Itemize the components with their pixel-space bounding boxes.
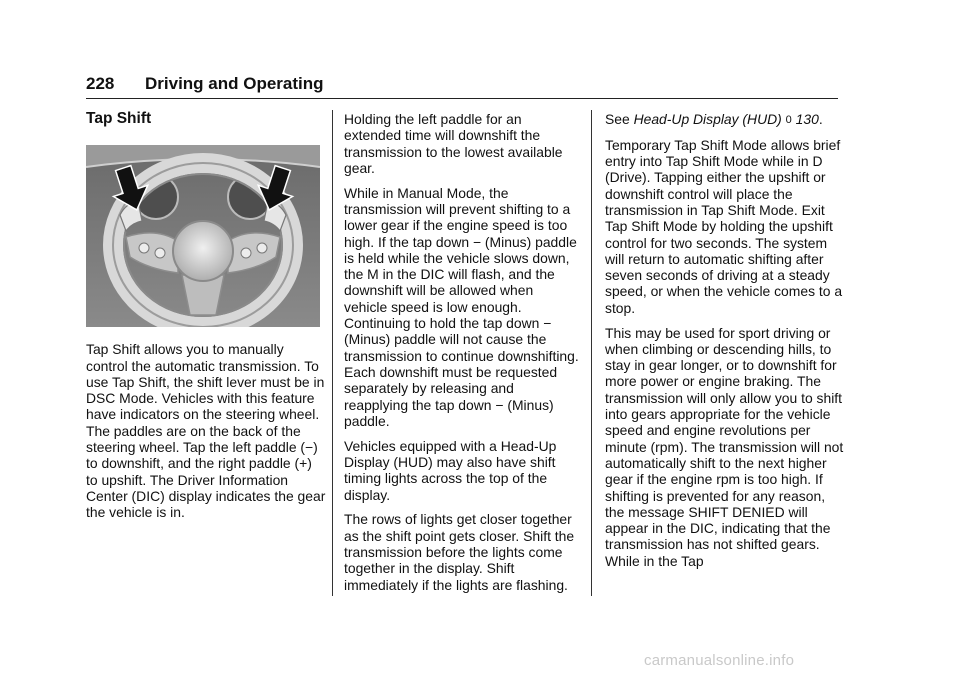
steering-wheel-paddles-icon [86, 145, 320, 327]
cross-reference-page: 130 [795, 111, 819, 127]
watermark: carmanualsonline.info [644, 652, 795, 669]
column-2 [344, 111, 579, 601]
column-divider [332, 110, 333, 596]
column-1 [86, 109, 326, 529]
page-header [86, 72, 838, 99]
body-paragraph: Tap Shift allows you to manually control the automatic transmission. To use Tap Shift, the shift lever must be in DSC Mode. Vehicles with this feature have indicators on the steering wheel. The paddles are on the back of the steering wheel. Tap the left paddle (−) to downshift, and the right paddle (+) to upshift. The Driver Information Center (DIC) display indicates the gear the vehicle is in. [86, 341, 326, 521]
page-ref-icon: 0 [785, 114, 792, 126]
body-paragraph: The rows of lights get closer together as the shift point gets closer. Shift the transmission before the lights come together in the display. Shift immediately if the lights are flashing. [344, 511, 575, 593]
cross-reference: See Head-Up Display (HUD) 0 130. [605, 111, 823, 127]
body-paragraph: This may be used for sport driving or when climbing or descending hills, to stay in gear longer, or to downshift for more power or engine braking. The transmission will only allow you to shift into gears appropriate for the vehicle speed and engine revolutions per minute (rpm). The transmission will not automatically shift to the next higher gear if the engine rpm is too high. If shifting is prevented for any reason, the message SHIFT DENIED will appear in the DIC, indicating that the transmission has not shifted gears. While in the Tap [605, 324, 844, 569]
column-divider [591, 110, 592, 596]
section-title: Tap Shift [86, 110, 152, 127]
body-paragraph: While in Manual Mode, the transmission will prevent shifting to a lower gear if the engine speed is too high. If the tap down − (Minus) paddle is held while the vehicle slows down, the M in the DIC will flash, and the downshift will be allowed when vehicle speed is low enough. Continuing to hold the tap down − (Minus) paddle will not cause the transmission to continue downshifting. Each downshift must be requested separately by releasing and reapplying the tap down − (Minus) paddle. [344, 184, 579, 429]
body-paragraph: Temporary Tap Shift Mode allows brief entry into Tap Shift Mode while in D (Drive). Tapping either the upshift or downshift control will place the transmission in Tap Shift Mode. Exit Tap Shift Mode by holding the upshift control for two seconds. The system will return to automatic shifting after seven seconds of driving at a steady speed, or when the vehicle comes to a stop. [605, 136, 843, 316]
column-3 [605, 111, 845, 578]
body-paragraph: Vehicles equipped with a Head-Up Display (HUD) may also have shift timing lights across the top of the display. [344, 437, 557, 503]
body-paragraph: Holding the left paddle for an extended time will downshift the transmission to the lowest available gear. [344, 111, 563, 176]
chapter-title: Driving and Operating [145, 74, 324, 93]
page-number: 228 [86, 74, 115, 93]
cross-reference-link[interactable]: Head-Up Display (HUD) [633, 111, 782, 127]
